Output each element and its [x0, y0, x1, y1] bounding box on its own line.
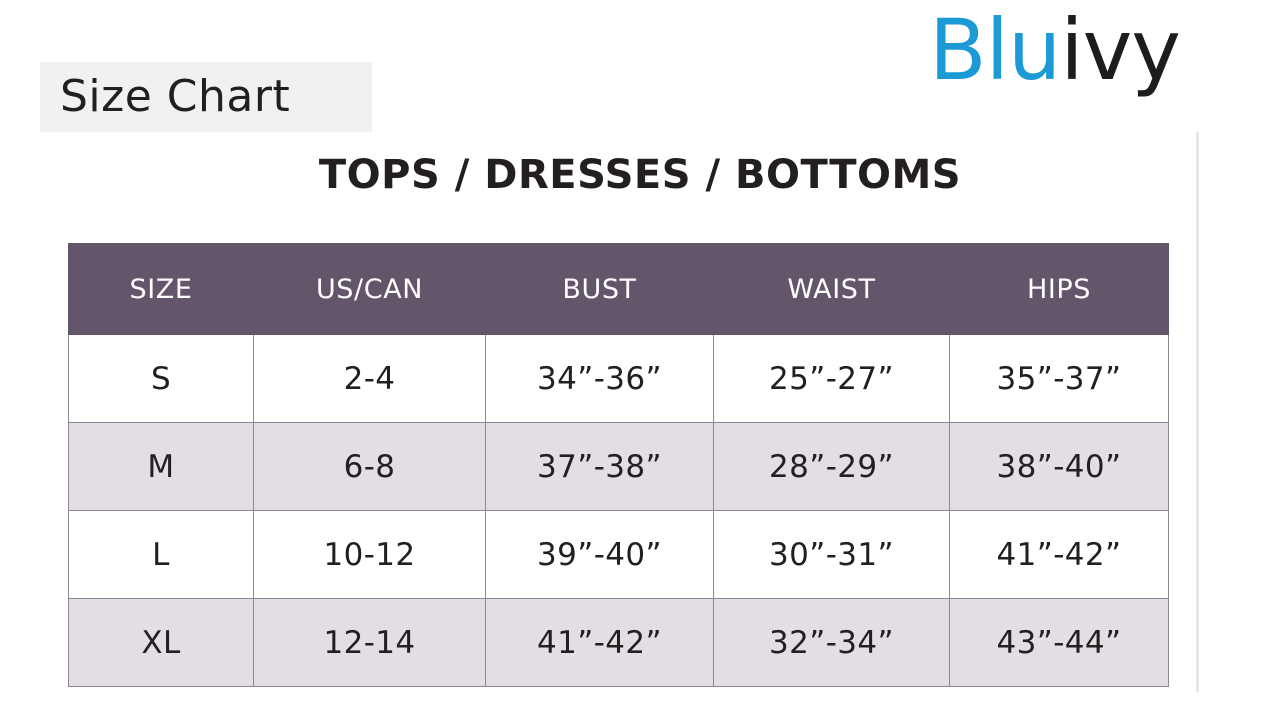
table-header-row	[69, 244, 1169, 335]
cell-bust: 41”-42”	[486, 599, 714, 687]
brand-wordmark	[929, 1, 1180, 99]
cell-bust: 39”-40”	[486, 511, 714, 599]
size-measurements-table	[68, 243, 1169, 687]
cell-uscan: 6-8	[254, 423, 486, 511]
column-header-hips: HIPS	[950, 244, 1169, 335]
cell-bust: 34”-36”	[486, 335, 714, 423]
page-title: Size Chart	[60, 71, 291, 122]
cell-hips: 38”-40”	[950, 423, 1169, 511]
brand-suffix: ivy	[1060, 1, 1180, 99]
table-row	[69, 599, 1169, 687]
column-header-uscan: US/CAN	[254, 244, 486, 335]
brand-prefix: Blu	[929, 1, 1061, 99]
cell-hips: 43”-44”	[950, 599, 1169, 687]
card-left-margin	[40, 132, 54, 692]
cell-waist: 25”-27”	[714, 335, 950, 423]
cell-size: L	[69, 511, 254, 599]
cell-hips: 35”-37”	[950, 335, 1169, 423]
column-header-size: SIZE	[69, 244, 254, 335]
card-right-divider	[1196, 132, 1199, 692]
cell-bust: 37”-38”	[486, 423, 714, 511]
cell-uscan: 10-12	[254, 511, 486, 599]
cell-waist: 32”-34”	[714, 599, 950, 687]
table-row	[69, 423, 1169, 511]
table-row	[69, 511, 1169, 599]
table-title: TOPS / DRESSES / BOTTOMS	[318, 152, 962, 198]
cell-hips: 41”-42”	[950, 511, 1169, 599]
cell-uscan: 2-4	[254, 335, 486, 423]
column-header-waist: WAIST	[714, 244, 950, 335]
cell-uscan: 12-14	[254, 599, 486, 687]
cell-size: S	[69, 335, 254, 423]
column-header-bust: BUST	[486, 244, 714, 335]
cell-size: XL	[69, 599, 254, 687]
cell-size: M	[69, 423, 254, 511]
cell-waist: 30”-31”	[714, 511, 950, 599]
table-row	[69, 335, 1169, 423]
table-body	[69, 335, 1169, 687]
cell-waist: 28”-29”	[714, 423, 950, 511]
table-header	[69, 244, 1169, 335]
